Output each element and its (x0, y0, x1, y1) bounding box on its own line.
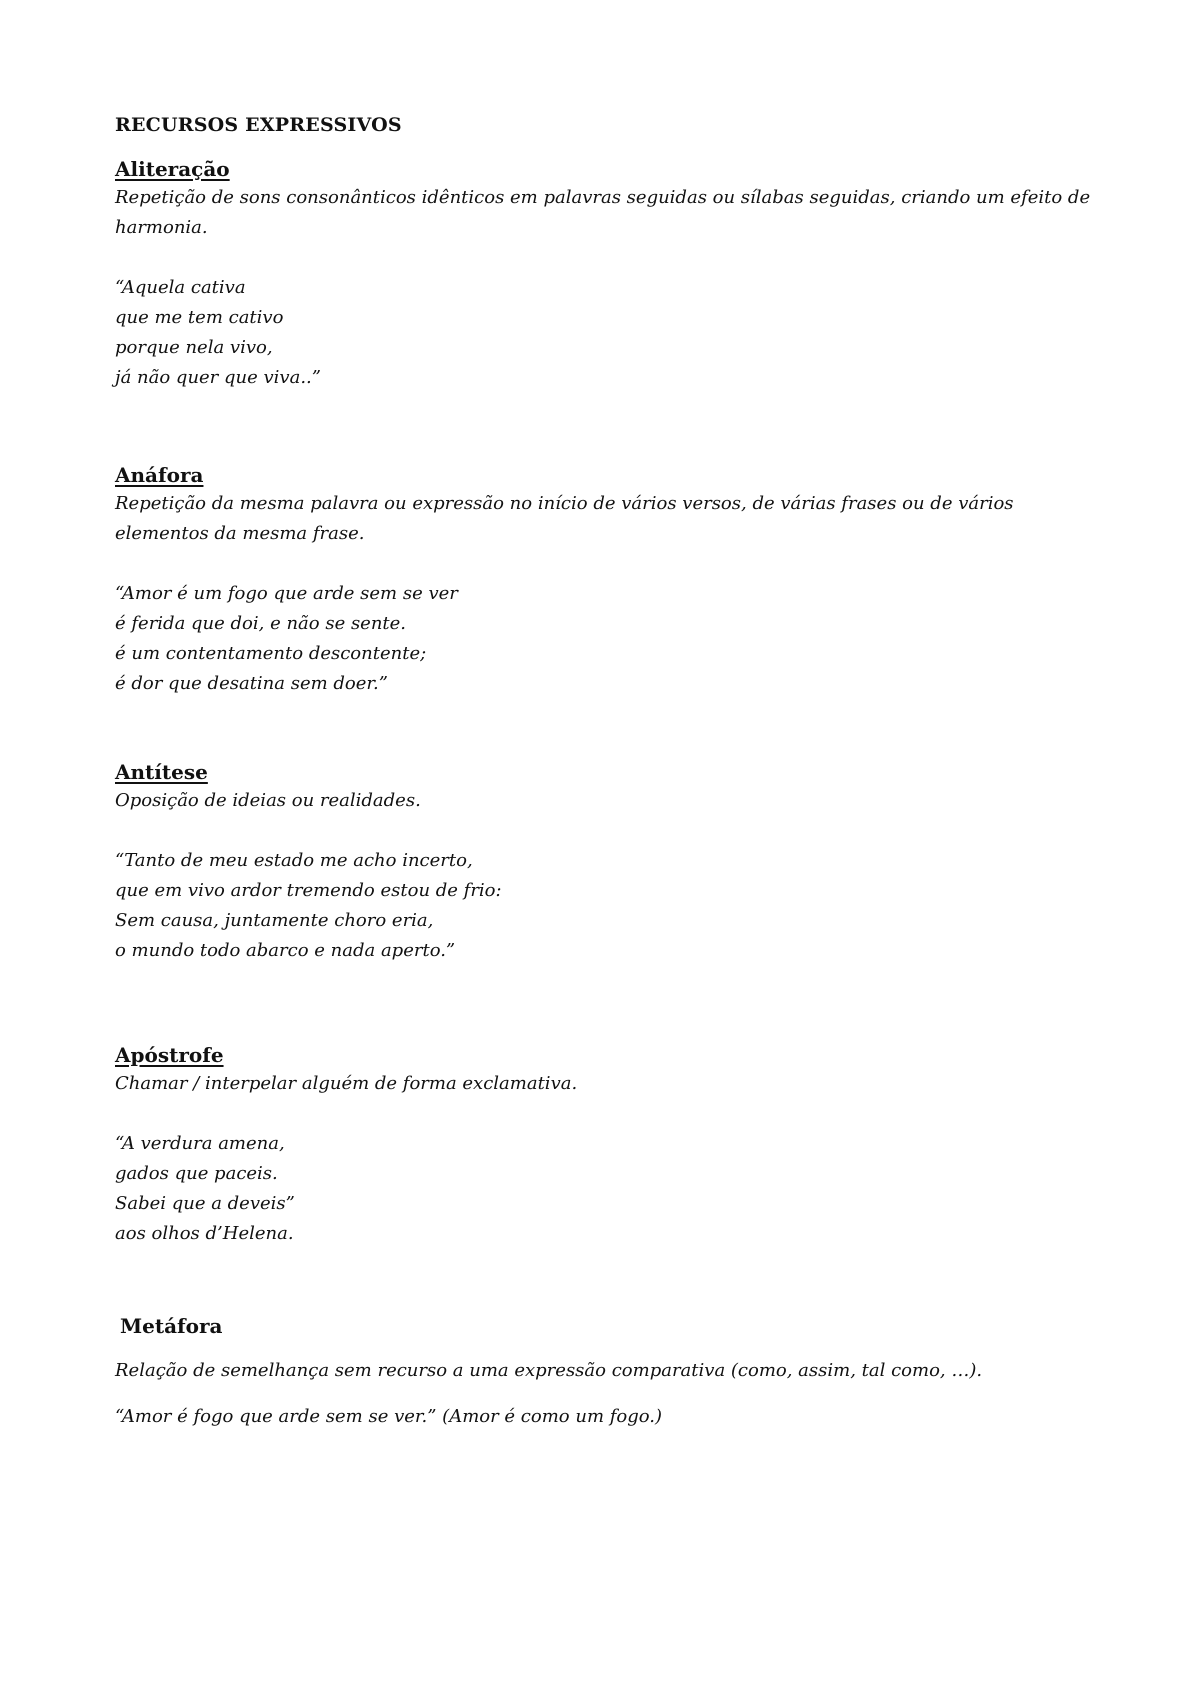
section-example (115, 1129, 1095, 1249)
example-line: gados que paceis. (115, 1163, 278, 1184)
section-heading: Aliteração (115, 157, 230, 181)
example-line: que me tem cativo (115, 307, 284, 328)
example-line: “A verdura amena, (115, 1133, 285, 1154)
section-example (115, 579, 1095, 699)
document-title: RECURSOS EXPRESSIVOS (115, 114, 402, 136)
example-line: já não quer que viva..” (115, 367, 321, 388)
section-example (115, 1402, 1095, 1432)
section-heading: Metáfora (120, 1314, 223, 1338)
section-example (115, 846, 1095, 966)
section-example (115, 273, 1095, 393)
definition-line: Repetição da mesma palavra ou expressão no início de vários versos, de várias frases ou de vários (115, 493, 1014, 514)
example-line: é ferida que doi, e não se sente. (115, 613, 407, 634)
section-definition (115, 183, 1095, 243)
section-definition (115, 786, 1095, 816)
section-heading: Anáfora (115, 463, 204, 487)
definition-line: harmonia. (115, 217, 208, 238)
definition-line: elementos da mesma frase. (115, 523, 365, 544)
definition-line: Oposição de ideias ou realidades. (115, 790, 421, 811)
section-definition (115, 1356, 1095, 1386)
definition-line: Chamar / interpelar alguém de forma exclamativa. (115, 1073, 578, 1094)
example-line: porque nela vivo, (115, 337, 273, 358)
section-metafora (115, 1312, 1095, 1432)
example-line: Sabei que a deveis” (115, 1193, 295, 1214)
section-definition (115, 1069, 1095, 1099)
section-heading: Apóstrofe (115, 1043, 224, 1067)
section-anafora (115, 461, 1095, 699)
section-antitese (115, 758, 1095, 966)
example-line: “Aquela cativa (115, 277, 246, 298)
definition-line: Repetição de sons consonânticos idênticos em palavras seguidas ou sílabas seguidas, criando um efeito de (115, 187, 1091, 208)
example-line: que em vivo ardor tremendo estou de frio: (115, 880, 502, 901)
definition-line: Relação de semelhança sem recurso a uma expressão comparativa (como, assim, tal como, …). (115, 1360, 983, 1381)
section-apostrofe (115, 1041, 1095, 1249)
example-line: é dor que desatina sem doer.” (115, 673, 388, 694)
example-line: é um contentamento descontente; (115, 643, 427, 664)
example-line: Sem causa, juntamente choro eria, (115, 910, 434, 931)
example-line: “Amor é um fogo que arde sem se ver (115, 583, 458, 604)
example-line: “Amor é fogo que arde sem se ver.” (Amor é como um fogo.) (115, 1406, 663, 1427)
example-line: aos olhos d’Helena. (115, 1223, 294, 1244)
section-definition (115, 489, 1095, 549)
section-heading: Antítese (115, 760, 208, 784)
example-line: o mundo todo abarco e nada aperto.” (115, 940, 456, 961)
section-aliteracao (115, 155, 1095, 393)
example-line: “Tanto de meu estado me acho incerto, (115, 850, 473, 871)
